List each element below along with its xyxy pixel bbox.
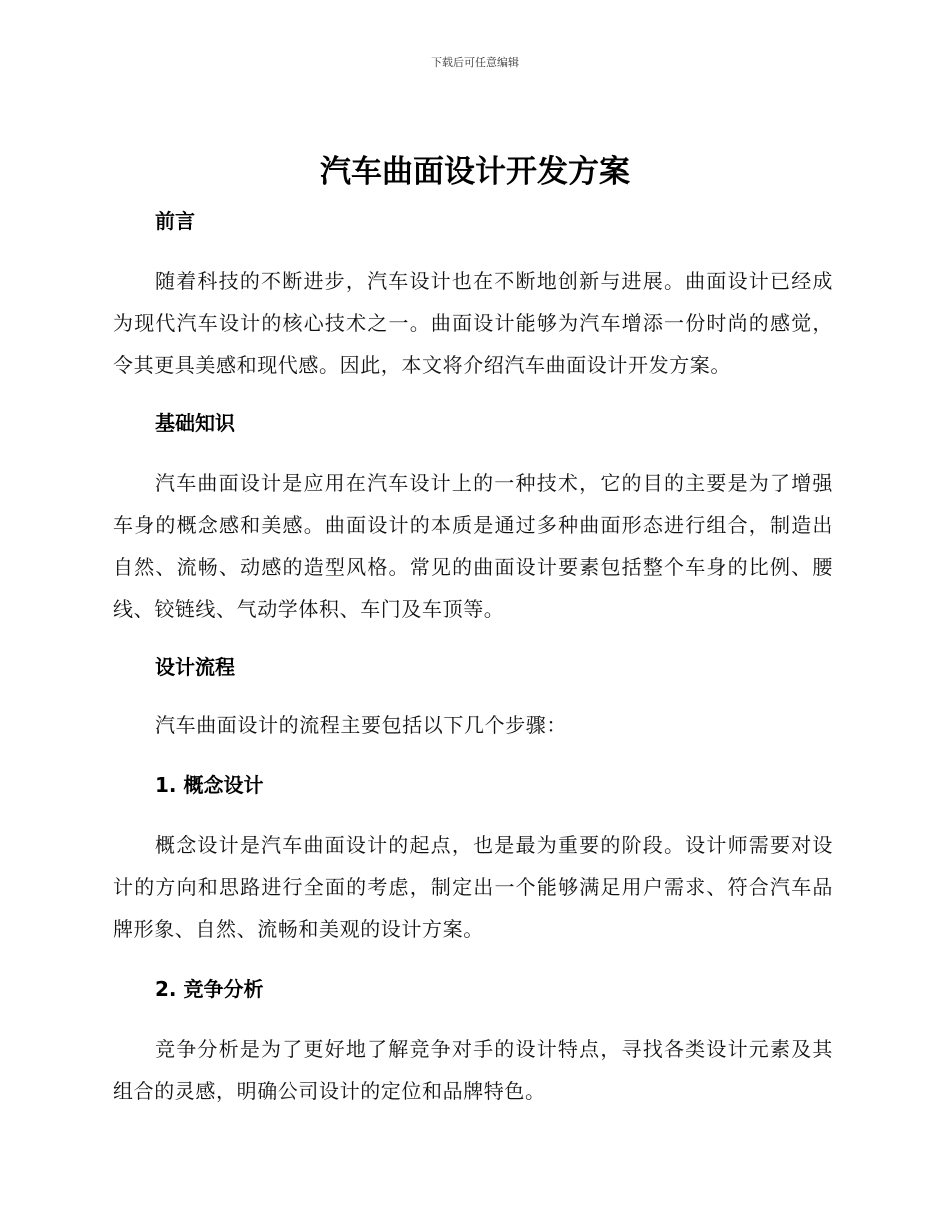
step-heading-concept-design: 1. 概念设计 bbox=[155, 773, 264, 797]
document-body bbox=[113, 204, 833, 1112]
section-heading-basics: 基础知识 bbox=[155, 411, 235, 435]
section-heading-preface: 前言 bbox=[155, 209, 195, 233]
step-paragraph-concept-design: 概念设计是汽车曲面设计的起点，也是最为重要的阶段。设计师需要对设计的方向和思路进行全面的考虑，制定出一个能够满足用户需求、符合汽车品牌形象、自然、流畅和美观的设计方案。 bbox=[113, 833, 833, 941]
section-heading-process: 设计流程 bbox=[155, 655, 235, 679]
section-paragraph-process: 汽车曲面设计的流程主要包括以下几个步骤： bbox=[155, 713, 567, 737]
header-note: 下载后可任意编辑 bbox=[431, 56, 519, 69]
document-title: 汽车曲面设计开发方案 bbox=[320, 154, 630, 190]
section-paragraph-basics: 汽车曲面设计是应用在汽车设计上的一种技术，它的目的主要是为了增强车身的概念感和美感。曲面设计的本质是通过多种曲面形态进行组合，制造出自然、流畅、动感的造型风格。常见的曲面设计要素包括整个车身的比例、腰线、铰链线、气动学体积、车门及车顶等。 bbox=[113, 471, 833, 621]
step-paragraph-competition-analysis: 竞争分析是为了更好地了解竞争对手的设计特点，寻找各类设计元素及其组合的灵感，明确公司设计的定位和品牌特色。 bbox=[113, 1037, 833, 1103]
section-paragraph-preface: 随着科技的不断进步，汽车设计也在不断地创新与进展。曲面设计已经成为现代汽车设计的核心技术之一。曲面设计能够为汽车增添一份时尚的感觉，令其更具美感和现代感。因此，本文将介绍汽车曲面设计开发方案。 bbox=[113, 269, 833, 377]
step-heading-competition-analysis: 2. 竞争分析 bbox=[155, 977, 264, 1001]
